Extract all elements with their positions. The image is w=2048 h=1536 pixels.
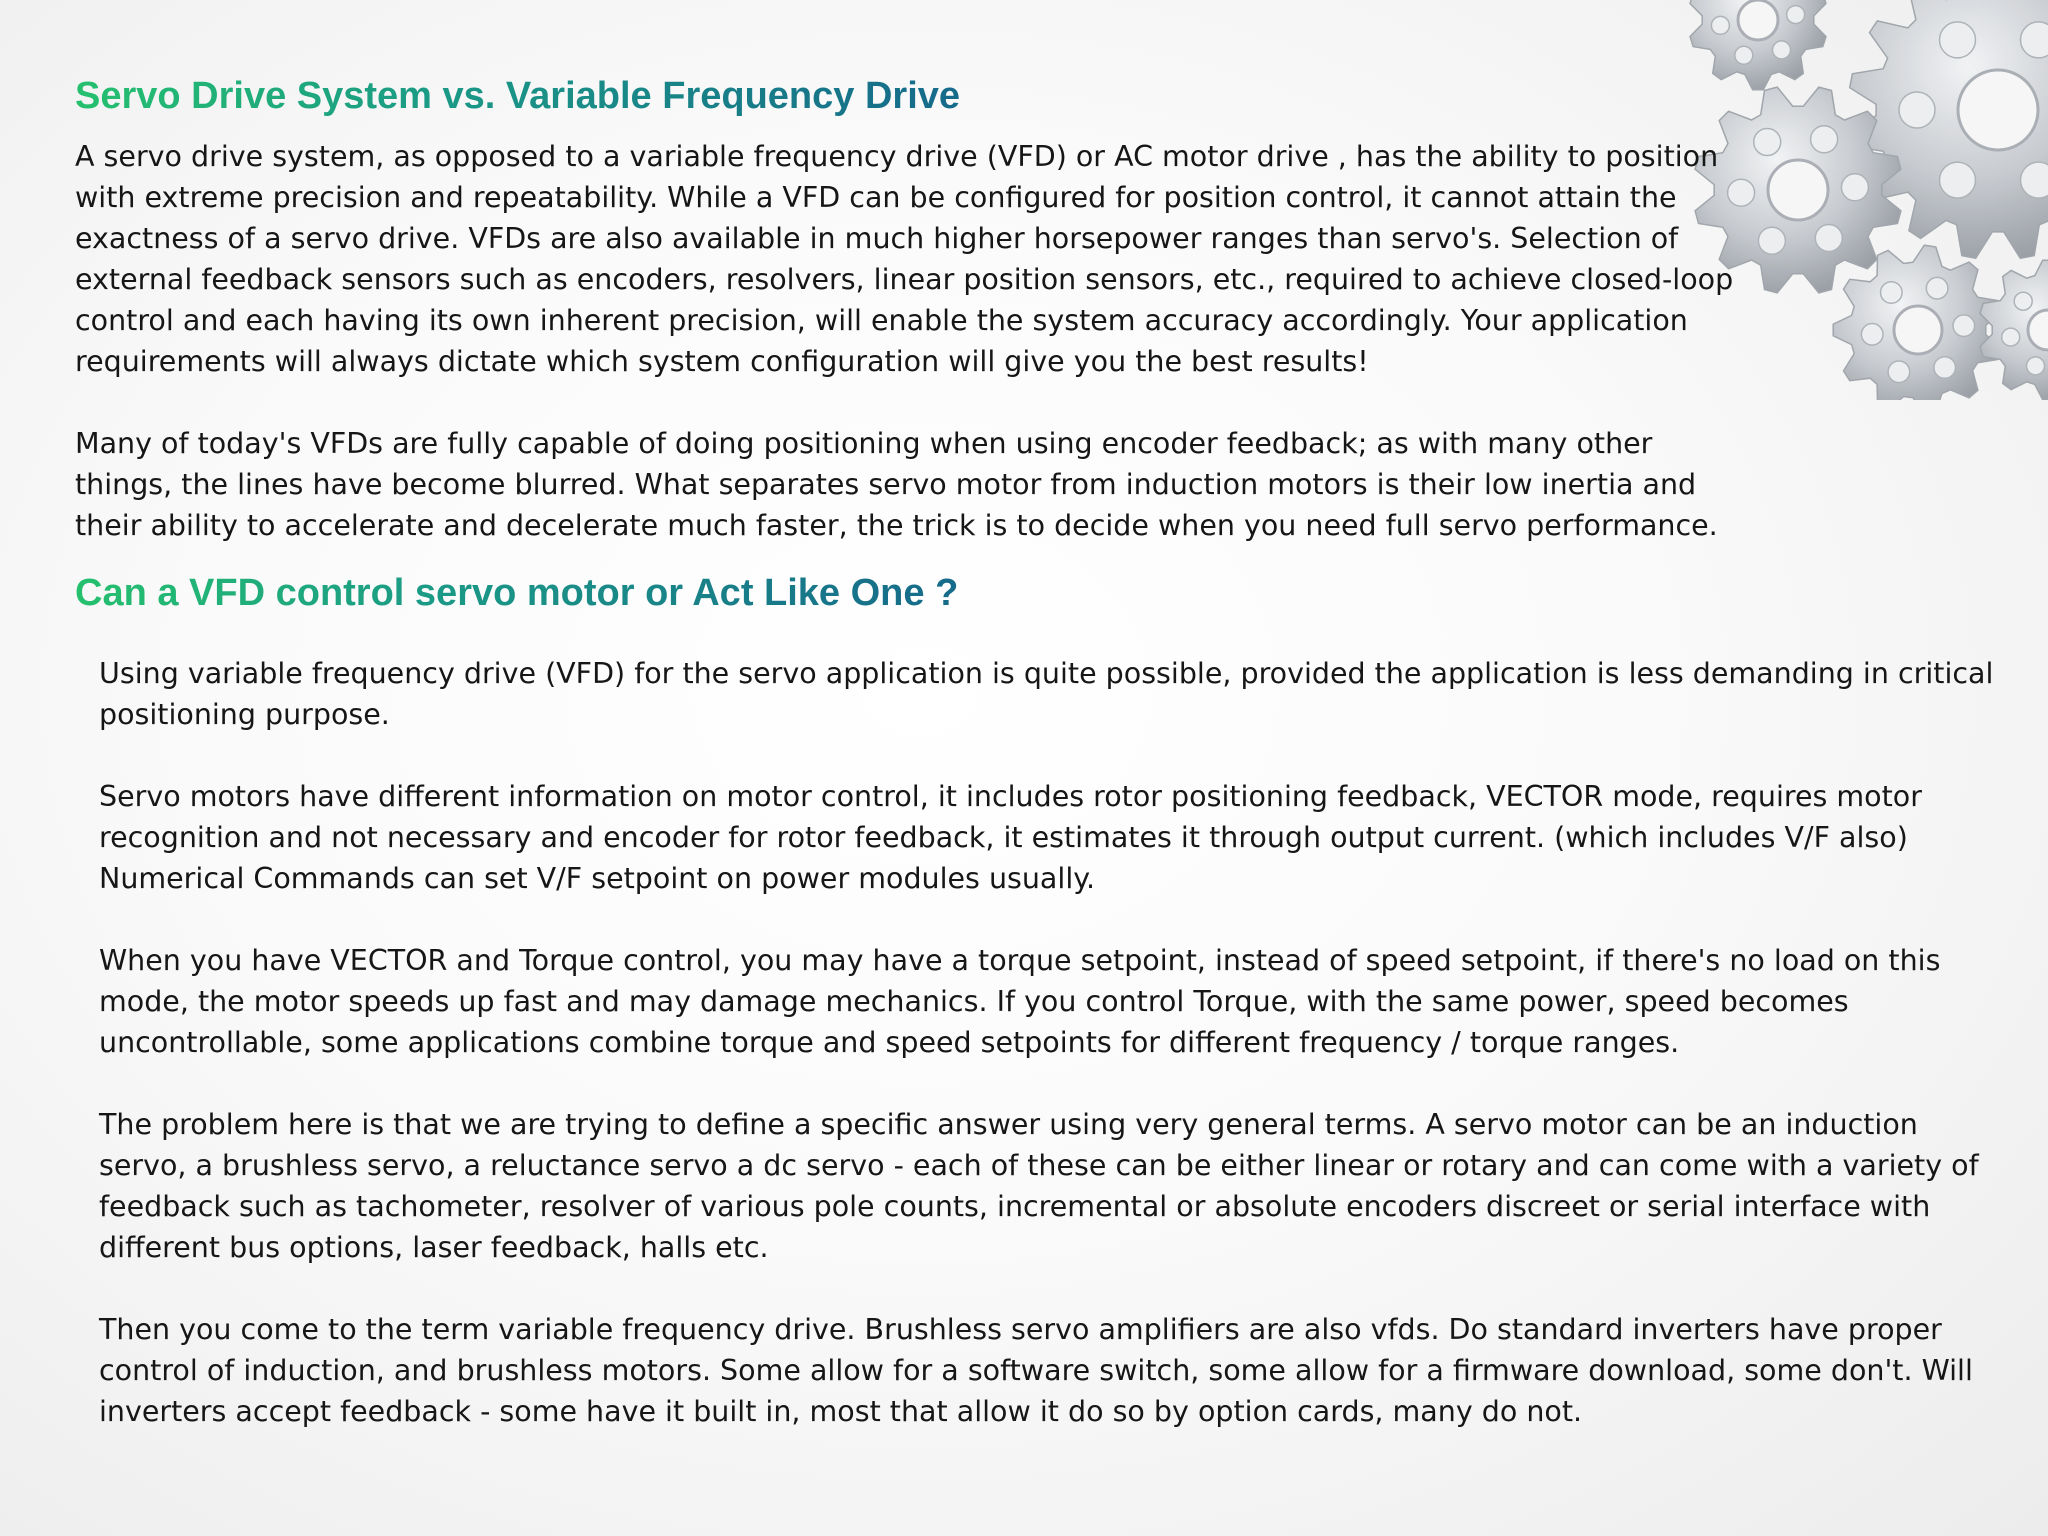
- gear-spoke-hole: [1815, 225, 1842, 252]
- gear-hole: [1738, 0, 1778, 40]
- gear-spoke-hole: [1881, 282, 1903, 304]
- gear-spoke-hole: [1754, 129, 1781, 156]
- section-2-paragraph: Servo motors have different information on motor control, it includes rotor positioning feedback, VECTOR mode, requires motor recognition and not necessary and encoder for rotor feedback, it estimates it through output current. (which includes V/F also) Numerical Commands can set V/F setpoint on power modules usually.: [99, 780, 1922, 895]
- gear-spoke-hole: [2021, 22, 2048, 58]
- gear-spoke-hole: [1953, 315, 1975, 337]
- section-1-body: [75, 136, 1735, 587]
- gear-spoke-hole: [1787, 6, 1805, 24]
- gear-spoke-hole: [1735, 46, 1753, 64]
- gear-hole: [1894, 306, 1942, 354]
- gear-spoke-hole: [1888, 361, 1910, 383]
- gear-spoke-hole: [1940, 22, 1976, 58]
- gear-spoke-hole: [1899, 92, 1935, 128]
- section-1-paragraph: Many of today's VFDs are fully capable of doing positioning when using encoder feedback; as with many other things, the lines have become blurred. What separates servo motor from induction motors is their low inertia and their ability to accelerate and decelerate much faster, the trick is to decide when you need full servo performance.: [75, 427, 1718, 542]
- gear-spoke-hole: [1926, 277, 1948, 299]
- gear-spoke-hole: [1758, 227, 1785, 254]
- gear-spoke-hole: [2027, 357, 2045, 375]
- gear-hole: [1958, 70, 2038, 150]
- section-2-body: [99, 653, 1999, 1473]
- gear-hole: [1768, 160, 1828, 220]
- section-2-paragraph: Then you come to the term variable frequency drive. Brushless servo amplifiers are also vfds. Do standard inverters have proper control of induction, and brushless motors. Some allow for a software switch, some allow for a firmware download, some don't. Will inverters accept feedback - some have it built in, most that allow it do so by option cards, many do not.: [99, 1313, 1973, 1428]
- gear-spoke-hole: [1940, 162, 1976, 198]
- section-2-paragraph: When you have VECTOR and Torque control, you may have a torque setpoint, instead of speed setpoint, if there's no load on this mode, the motor speeds up fast and may damage mechanics. If you control Torque, with the same power, speed becomes uncontrollable, some applications combine torque and speed setpoints for different frequency / torque ranges.: [99, 944, 1941, 1059]
- gear-spoke-hole: [1711, 16, 1729, 34]
- gear-spoke-hole: [1773, 41, 1791, 59]
- section-2-paragraph: Using variable frequency drive (VFD) for the servo application is quite possible, provided the application is less demanding in critical positioning purpose.: [99, 657, 1994, 731]
- gear-spoke-hole: [1811, 126, 1838, 153]
- section-1-title: Servo Drive System vs. Variable Frequency Drive: [75, 75, 961, 117]
- gear-spoke-hole: [1861, 324, 1883, 346]
- section-2-title: Can a VFD control servo motor or Act Like One ?: [75, 572, 959, 614]
- section-2-paragraph: The problem here is that we are trying to define a specific answer using very general terms. A servo motor can be an induction servo, a brushless servo, a reluctance servo a dc servo - each of these can be either linear or rotary and can come with a variety of feedback such as tachometer, resolver of various pole counts, incremental or absolute encoders discreet or serial interface with different bus options, laser feedback, halls etc.: [99, 1108, 1979, 1264]
- gear-spoke-hole: [1841, 174, 1868, 201]
- gear-spoke-hole: [2014, 292, 2032, 310]
- section-1-paragraph: A servo drive system, as opposed to a variable frequency drive (VFD) or AC motor drive , has the ability to position with extreme precision and repeatability. While a VFD can be configured for position control, it cannot attain the exactness of a servo drive. VFDs are also available in much higher horsepower ranges than servo's. Selection of external feedback sensors such as encoders, resolvers, linear position sensors, etc., required to achieve closed-loop control and each having its own inherent precision, will enable the system accuracy accordingly. Your application requirements will always dictate which system configuration will give you the best results!: [75, 140, 1734, 378]
- gear-spoke-hole: [2021, 162, 2048, 198]
- gear-spoke-hole: [1934, 357, 1956, 379]
- gear-spoke-hole: [2002, 328, 2020, 346]
